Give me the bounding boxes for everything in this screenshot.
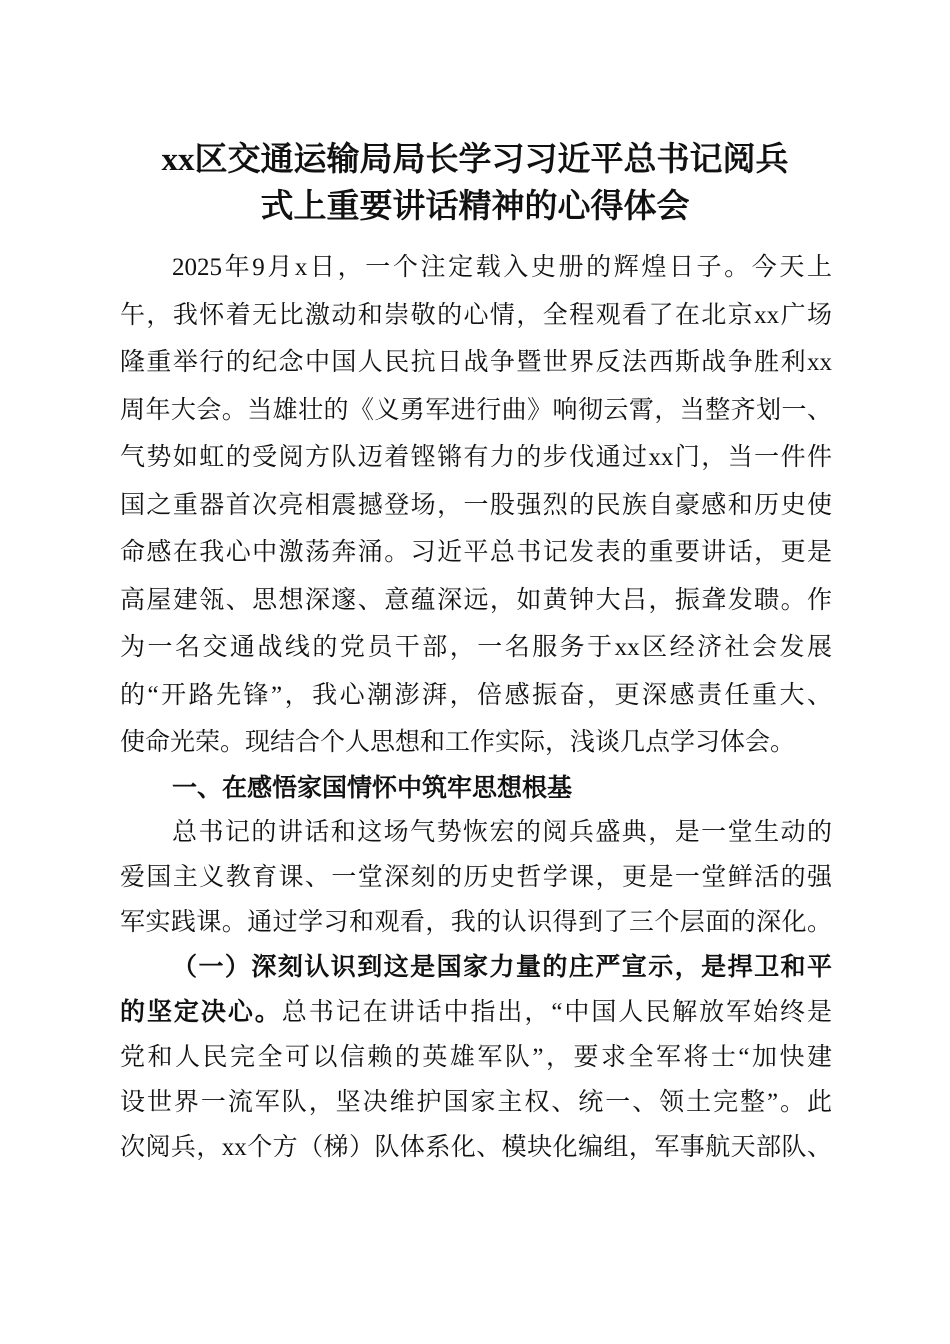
text-line: 午，我怀着无比激动和崇敬的心情，全程观看了在北京xx广场: [120, 301, 832, 329]
text-line: 使命光荣。现结合个人思想和工作实际，浅谈几点学习体会。: [120, 729, 796, 756]
paragraph-intro: [120, 250, 832, 770]
text-line: 周年大会。当雄壮的《义勇军进行曲》响彻云霄，当整齐划一、: [120, 396, 832, 424]
text-line: 的“开路先锋”，我心潮澎湃，倍感振奋，更深感责任重大、: [120, 681, 832, 709]
paragraph-subsection1: [120, 950, 832, 1175]
text-line: 隆重举行的纪念中国人民抗日战争暨世界反法西斯战争胜利xx: [120, 349, 832, 376]
text-line: 设世界一流军队，坚决维护国家主权、统一、领土完整”。此: [120, 1089, 832, 1116]
text-line: 2025年9月x日，一个注定载入史册的辉煌日子。今天上: [172, 254, 832, 281]
text-line: 国之重器首次亮相震撼登场，一股强烈的民族自豪感和历史使: [120, 491, 832, 519]
title-line: 式上重要讲话精神的心得体会: [260, 189, 690, 225]
text-line: 为一名交通战线的党员干部，一名服务于xx区经济社会发展: [120, 634, 832, 661]
text-line: 命感在我心中激荡奔涌。习近平总书记发表的重要讲话，更是: [120, 539, 832, 566]
subheading-line: （一）深刻认识到这是国家力量的庄严宣示，是捍卫和平: [172, 954, 832, 981]
text-line: 总书记的讲话和这场气势恢宏的阅兵盛典，是一堂生动的: [172, 819, 832, 846]
subheading-end: 的坚定决心。: [120, 999, 282, 1026]
text-line: 党和人民完全可以信赖的英雄军队”，要求全军将士“加快建: [120, 1044, 832, 1071]
document-title: [0, 137, 950, 231]
text-line: 爱国主义教育课、一堂深刻的历史哲学课，更是一堂鲜活的强: [120, 864, 832, 891]
paragraph-section1: [120, 815, 832, 950]
text-line: 高屋建瓴、思想深邃、意蕴深远，如黄钟大吕，振聋发聩。作: [120, 586, 832, 614]
text-line: [120, 995, 832, 1040]
text-line: 次阅兵，xx个方（梯）队体系化、模块化编组，军事航天部队、: [120, 1134, 832, 1161]
section-heading: 一、在感悟家国情怀中筑牢思想根基: [172, 774, 573, 802]
text-segment: 总书记在讲话中指出，“中国人民解放军始终是: [281, 999, 832, 1026]
title-line: xx区交通运输局局长学习习近平总书记阅兵: [161, 142, 789, 178]
text-line: 军实践课。通过学习和观看，我的认识得到了三个层面的深化。: [120, 909, 832, 936]
document-body: [120, 250, 832, 1175]
text-line: 气势如虹的受阅方队迈着铿锵有力的步伐通过xx门，当一件件: [120, 444, 832, 471]
